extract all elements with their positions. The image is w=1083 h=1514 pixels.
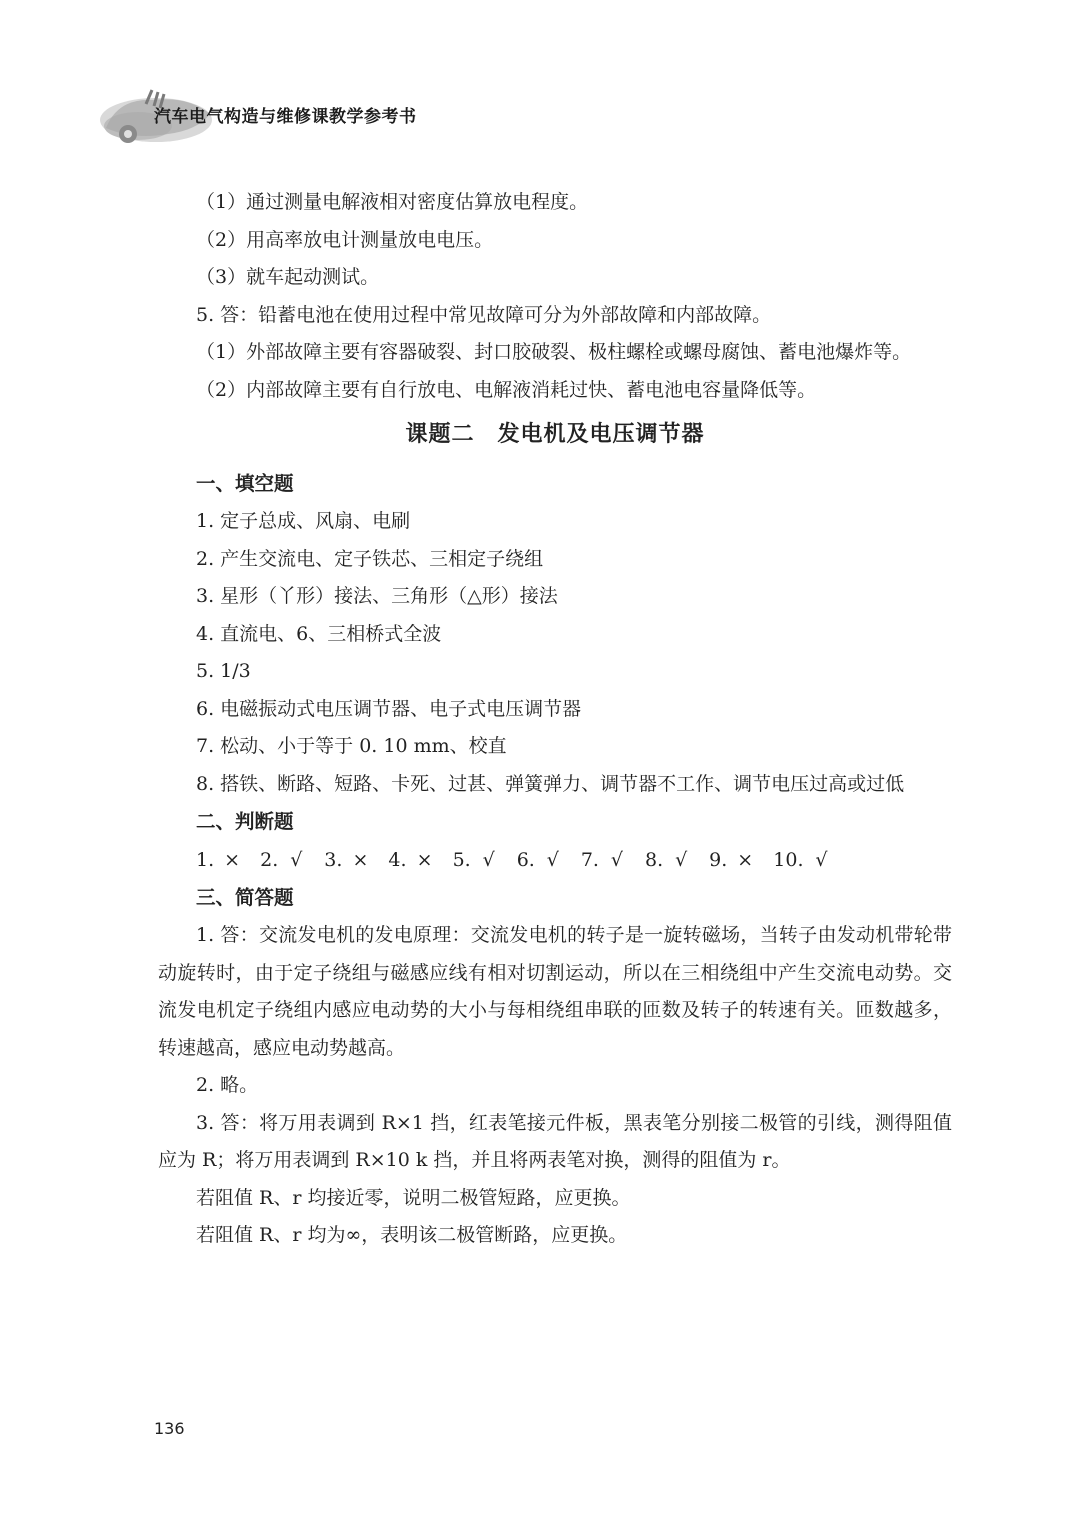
judge-mark: √ (815, 849, 828, 871)
short-answer-paragraph: 若阻值 R、r 均为∞，表明该二极管断路，应更换。 (196, 1224, 628, 1246)
judge-answers (158, 841, 952, 879)
judge-item (581, 849, 625, 871)
judge-mark: × (224, 849, 241, 871)
judge-item (645, 849, 689, 871)
judge-mark: √ (610, 849, 624, 871)
judge-item (773, 849, 829, 871)
fill-item: 1. 定子总成、风扇、电刷 (196, 510, 411, 532)
judge-mark: √ (546, 849, 559, 871)
judge-number: 10. (773, 849, 804, 871)
judge-mark: √ (290, 849, 303, 871)
short-answer-paragraph: 2. 略。 (196, 1074, 259, 1096)
section-heading-fill: 一、填空题 (196, 472, 294, 495)
paragraph: （1）外部故障主要有容器破裂、封口胶破裂、极柱螺栓或螺母腐蚀、蓄电池爆炸等。 (196, 341, 912, 363)
judge-number: 2. (260, 849, 279, 871)
page-number: 136 (154, 1419, 185, 1438)
header-title: 汽车电气构造与维修课教学参考书 (154, 107, 417, 127)
fill-item: 6. 电磁振动式电压调节器、电子式电压调节器 (196, 697, 582, 720)
page-content (158, 184, 952, 1255)
fill-item: 5. 1/3 (196, 660, 251, 682)
paragraph: （3）就车起动测试。 (196, 266, 380, 288)
judge-item (324, 849, 368, 871)
judge-item (196, 849, 240, 871)
lesson-title: 课题二 发电机及电压调节器 (405, 421, 705, 447)
fill-item: 3. 星形（丫形）接法、三角形（△形）接法 (196, 585, 558, 607)
judge-number: 4. (388, 849, 407, 871)
judge-number: 9. (709, 849, 728, 871)
judge-mark: × (737, 849, 754, 871)
judge-number: 1. (196, 849, 215, 871)
short-answer-paragraph: 若阻值 R、r 均接近零，说明二极管短路，应更换。 (196, 1186, 631, 1209)
page-header (98, 78, 458, 148)
paragraph: （2）用高率放电计测量放电电压。 (196, 228, 494, 251)
short-answer-paragraph: 1. 答：交流发电机的发电原理：交流发电机的转子是一旋转磁场，当转子由发动机带轮带动旋转时，由于定子绕组与磁感应线有相对切割运动，所以在三相绕组中产生交流电动势。交流发电机定子绕组内感应电动势的大小与每相绕组串联的匝数及转子的转速有关。匝数越多，转速越高，感应电动势越高。 (158, 924, 952, 1059)
judge-item (709, 849, 753, 871)
paragraph: （2）内部故障主要有自行放电、电解液消耗过快、蓄电池电容量降低等。 (196, 378, 817, 401)
judge-mark: × (352, 849, 369, 871)
judge-mark: √ (482, 849, 495, 871)
judge-number: 8. (644, 849, 664, 871)
section-heading-short: 三、简答题 (196, 886, 294, 909)
paragraph: （1）通过测量电解液相对密度估算放电程度。 (196, 191, 589, 213)
judge-number: 6. (516, 849, 535, 871)
section-heading-judge: 二、判断题 (196, 810, 294, 833)
judge-mark: √ (675, 849, 688, 871)
fill-item: 8. 搭铁、断路、短路、卡死、过甚、弹簧弹力、调节器不工作、调节电压过高或过低 (196, 772, 905, 795)
fill-item: 2. 产生交流电、定子铁芯、三相定子绕组 (196, 547, 544, 570)
paragraph: 5. 答：铅蓄电池在使用过程中常见故障可分为外部故障和内部故障。 (196, 303, 772, 326)
judge-item (260, 849, 304, 871)
judge-mark: × (416, 849, 433, 871)
judge-number: 7. (580, 849, 599, 871)
judge-item (517, 849, 561, 871)
fill-item: 7. 松动、小于等于 0. 10 mm、校直 (196, 735, 507, 757)
short-answer-paragraph: 3. 答：将万用表调到 R×1 挡，红表笔接元件板，黑表笔分别接二极管的引线，测得阻值应为 R；将万用表调到 R×10 k 挡，并且将两表笔对换，测得的阻值为 r。 (158, 1111, 952, 1171)
fill-item: 4. 直流电、6、三相桥式全波 (196, 622, 442, 645)
judge-item (453, 849, 497, 871)
judge-item (388, 849, 432, 871)
judge-number: 5. (452, 849, 471, 871)
judge-number: 3. (324, 849, 343, 871)
